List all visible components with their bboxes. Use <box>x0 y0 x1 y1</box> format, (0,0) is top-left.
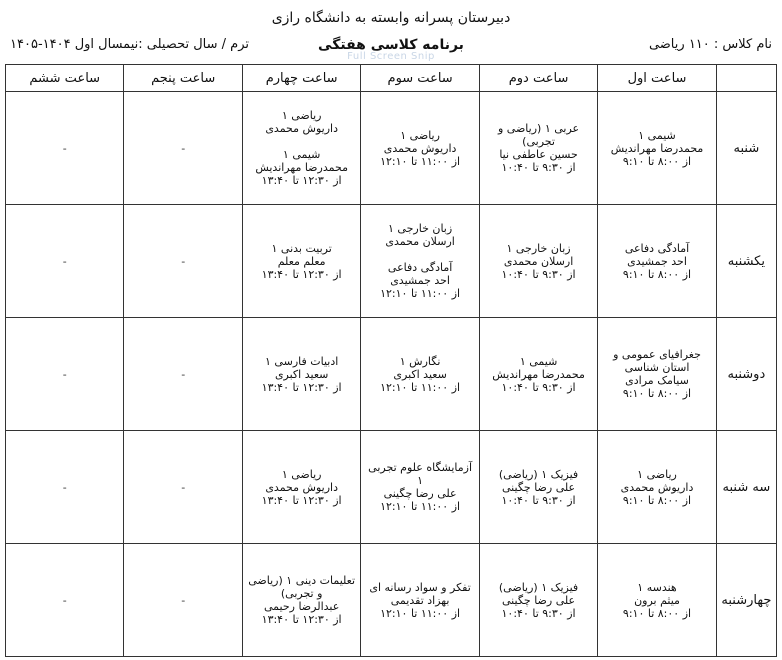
lesson-time: از ۱۱:۰۰ تا ۱۲:۱۰ <box>380 154 461 168</box>
teacher-name: علی رضا چگینی <box>502 480 576 494</box>
teacher-name: محمدرضا مهراندیش <box>610 141 704 155</box>
day-name: دوشنبه <box>716 318 776 431</box>
lesson-name: جغرافیای عمومی و استان شناسی <box>613 348 701 374</box>
teacher-name: محمدرضا مهراندیش <box>255 161 348 174</box>
lesson-entry <box>364 222 475 248</box>
table-row <box>6 318 777 431</box>
lesson-name: زبان خارجی ۱ <box>506 241 571 255</box>
school-name: دبیرستان پسرانه وابسته به دانشگاه رازی <box>271 10 511 26</box>
teacher-name: سعید اکبری <box>393 367 447 381</box>
schedule-cell <box>598 205 716 318</box>
lesson-time: از ۱۲:۳۰ تا ۱۳:۴۰ <box>261 493 342 507</box>
lesson-name: شیمی ۱ <box>519 354 558 368</box>
lesson-entry <box>246 468 357 507</box>
lesson-entry <box>246 148 357 187</box>
schedule-cell <box>479 544 597 657</box>
table-row <box>6 92 777 205</box>
teacher-name: حسین عاطفی نیا <box>499 148 578 161</box>
schedule-cell <box>598 431 716 544</box>
lesson-time: از ۸:۰۰ تا ۹:۱۰ <box>622 154 692 168</box>
column-header-day <box>716 65 776 92</box>
lesson-time: از ۹:۳۰ تا ۱۰:۴۰ <box>501 380 576 394</box>
lesson-entry <box>601 581 712 620</box>
teacher-name: داریوش محمدی <box>265 480 338 494</box>
lesson-entry <box>483 581 594 620</box>
schedule-cell <box>479 318 597 431</box>
empty-slot-mark: - <box>62 367 67 381</box>
lesson-name: شیمی ۱ <box>282 148 321 161</box>
table-body <box>6 92 777 657</box>
lesson-time: از ۸:۰۰ تا ۹:۱۰ <box>622 387 692 400</box>
schedule-cell <box>598 92 716 205</box>
day-name: یکشنبه <box>716 205 776 318</box>
lesson-entry <box>483 355 594 394</box>
teacher-name: میثم برون <box>634 593 680 607</box>
lesson-name: نگارش ۱ <box>399 354 441 368</box>
schedule-cell <box>361 431 479 544</box>
teacher-name: داریوش محمدی <box>265 122 338 135</box>
lesson-entry <box>483 242 594 281</box>
table-row <box>6 205 777 318</box>
empty-slot-mark: - <box>62 254 67 268</box>
empty-slot-mark: - <box>62 593 67 607</box>
lesson-name: تعلیمات دینی ۱ (ریاضی و تجربی) <box>248 574 356 600</box>
lesson-entry <box>246 242 357 281</box>
schedule-cell <box>479 205 597 318</box>
teacher-name: داریوش محمدی <box>383 141 457 155</box>
schedule-cell <box>361 318 479 431</box>
lesson-entry <box>601 468 712 507</box>
lesson-name: ریاضی ۱ <box>637 467 677 481</box>
lesson-entry <box>483 468 594 507</box>
lesson-entry <box>364 129 475 168</box>
lesson-name: فیزیک ۱ (ریاضی) <box>498 580 579 594</box>
lesson-entry <box>364 581 475 620</box>
table-row <box>6 431 777 544</box>
schedule-cell <box>242 92 360 205</box>
schedule-cell <box>124 92 242 205</box>
lesson-name: هندسه ۱ <box>637 580 677 594</box>
schedule-cell <box>6 431 124 544</box>
lesson-entry <box>601 129 712 168</box>
teacher-name: عبدالرضا رحیمی <box>264 600 340 613</box>
teacher-name: سعید اکبری <box>274 367 329 381</box>
lesson-name: شیمی ۱ <box>638 128 676 142</box>
lesson-name: ریاضی ۱ <box>281 109 322 122</box>
schedule-cell <box>124 318 242 431</box>
schedule-cell <box>598 544 716 657</box>
lesson-entry <box>246 355 357 394</box>
empty-slot-mark: - <box>181 480 186 494</box>
lesson-time: از ۱۱:۰۰ تا ۱۲:۱۰ <box>380 287 461 300</box>
lesson-name: تربیت بدنی ۱ <box>271 241 332 255</box>
day-name: سه شنبه <box>716 431 776 544</box>
teacher-name: محمدرضا مهراندیش <box>492 367 585 381</box>
lesson-name: آزمایشگاه علوم تجربی ۱ <box>368 461 473 487</box>
page-title: برنامه کلاسی هفتگی <box>318 37 464 53</box>
lesson-time: از ۱۱:۰۰ تا ۱۲:۱۰ <box>380 380 461 394</box>
schedule-cell <box>6 205 124 318</box>
lesson-entry <box>601 348 712 400</box>
lesson-entry <box>246 109 357 135</box>
schedule-cell <box>598 318 716 431</box>
lesson-name: آمادگی دفاعی <box>624 241 690 255</box>
schedule-table <box>5 64 777 657</box>
column-header-slot: ساعت اول <box>598 65 716 92</box>
lesson-name: تفکر و سواد رسانه ای <box>369 580 471 594</box>
column-header-slot: ساعت دوم <box>479 65 597 92</box>
lesson-name: ریاضی ۱ <box>281 467 322 481</box>
empty-slot-mark: - <box>62 141 67 155</box>
lesson-name: ادبیات فارسی ۱ <box>265 354 339 368</box>
day-name: شنبه <box>716 92 776 205</box>
lesson-entry <box>364 461 475 513</box>
schedule-cell <box>242 205 360 318</box>
teacher-name: سیامک مرادی <box>625 374 689 387</box>
schedule-cell <box>242 318 360 431</box>
lesson-time: از ۸:۰۰ تا ۹:۱۰ <box>622 606 692 620</box>
lesson-time: از ۸:۰۰ تا ۹:۱۰ <box>622 267 692 281</box>
schedule-cell <box>124 544 242 657</box>
schedule-cell <box>6 544 124 657</box>
lesson-entry <box>483 122 594 174</box>
schedule-cell <box>124 205 242 318</box>
schedule-cell <box>361 205 479 318</box>
lesson-time: از ۱۲:۳۰ تا ۱۳:۴۰ <box>261 380 342 394</box>
lesson-entry <box>601 242 712 281</box>
teacher-name: علی رضا چگینی <box>383 487 457 500</box>
column-header-slot: ساعت سوم <box>361 65 479 92</box>
lesson-time: از ۱۱:۰۰ تا ۱۲:۱۰ <box>380 606 461 620</box>
teacher-name: ارسلان محمدی <box>385 235 455 248</box>
lesson-time: از ۹:۳۰ تا ۱۰:۴۰ <box>501 267 576 281</box>
lesson-time: از ۸:۰۰ تا ۹:۱۰ <box>622 493 692 507</box>
schedule-cell <box>242 544 360 657</box>
empty-slot-mark: - <box>181 254 186 268</box>
lesson-entry <box>364 261 475 300</box>
lesson-name: زبان خارجی ۱ <box>388 222 453 235</box>
teacher-name: احد جمشیدی <box>627 254 687 268</box>
lesson-time: از ۹:۳۰ تا ۱۰:۴۰ <box>501 606 576 620</box>
lesson-name: فیزیک ۱ (ریاضی) <box>498 467 579 481</box>
lesson-time: از ۱۲:۳۰ تا ۱۳:۴۰ <box>261 267 342 281</box>
teacher-name: معلم معلم <box>277 254 326 268</box>
lesson-entry <box>246 574 357 626</box>
schedule-cell <box>124 431 242 544</box>
lesson-name: ریاضی ۱ <box>400 128 440 142</box>
schedule-cell <box>6 92 124 205</box>
table-header-row <box>6 65 777 92</box>
column-header-slot: ساعت ششم <box>6 65 124 92</box>
schedule-cell <box>479 431 597 544</box>
teacher-name: علی رضا چگینی <box>502 593 576 607</box>
lesson-name: عربی ۱ (ریاضی و تجربی) <box>497 122 580 148</box>
table-row <box>6 544 777 657</box>
empty-slot-mark: - <box>181 593 186 607</box>
lesson-time: از ۹:۳۰ تا ۱۰:۴۰ <box>501 493 576 507</box>
column-header-slot: ساعت پنجم <box>124 65 242 92</box>
schedule-cell <box>361 544 479 657</box>
column-header-slot: ساعت چهارم <box>242 65 360 92</box>
lesson-time: از ۱۲:۳۰ تا ۱۳:۴۰ <box>261 174 342 187</box>
teacher-name: داریوش محمدی <box>620 480 694 494</box>
schedule-cell <box>6 318 124 431</box>
teacher-name: بهزاد تقدیمی <box>390 593 450 607</box>
schedule-cell <box>242 431 360 544</box>
class-name: نام کلاس : ۱۱۰ ریاضی <box>648 37 772 52</box>
lesson-time: از ۹:۳۰ تا ۱۰:۴۰ <box>501 161 576 174</box>
snip-watermark: Full Screen Snip <box>347 51 435 62</box>
schedule-cell <box>479 92 597 205</box>
teacher-name: ارسلان محمدی <box>503 254 574 268</box>
lesson-name: آمادگی دفاعی <box>387 261 453 274</box>
teacher-name: احد جمشیدی <box>390 274 450 287</box>
lesson-time: از ۱۲:۳۰ تا ۱۳:۴۰ <box>261 613 342 626</box>
empty-slot-mark: - <box>62 480 67 494</box>
empty-slot-mark: - <box>181 141 186 155</box>
lesson-time: از ۱۱:۰۰ تا ۱۲:۱۰ <box>380 500 461 513</box>
lesson-entry <box>364 355 475 394</box>
day-name: چهارشنبه <box>716 544 776 657</box>
term-label: ترم / سال تحصیلی :نیمسال اول ۱۴۰۴-۱۴۰۵ <box>10 37 250 52</box>
schedule-cell <box>361 92 479 205</box>
empty-slot-mark: - <box>181 367 186 381</box>
